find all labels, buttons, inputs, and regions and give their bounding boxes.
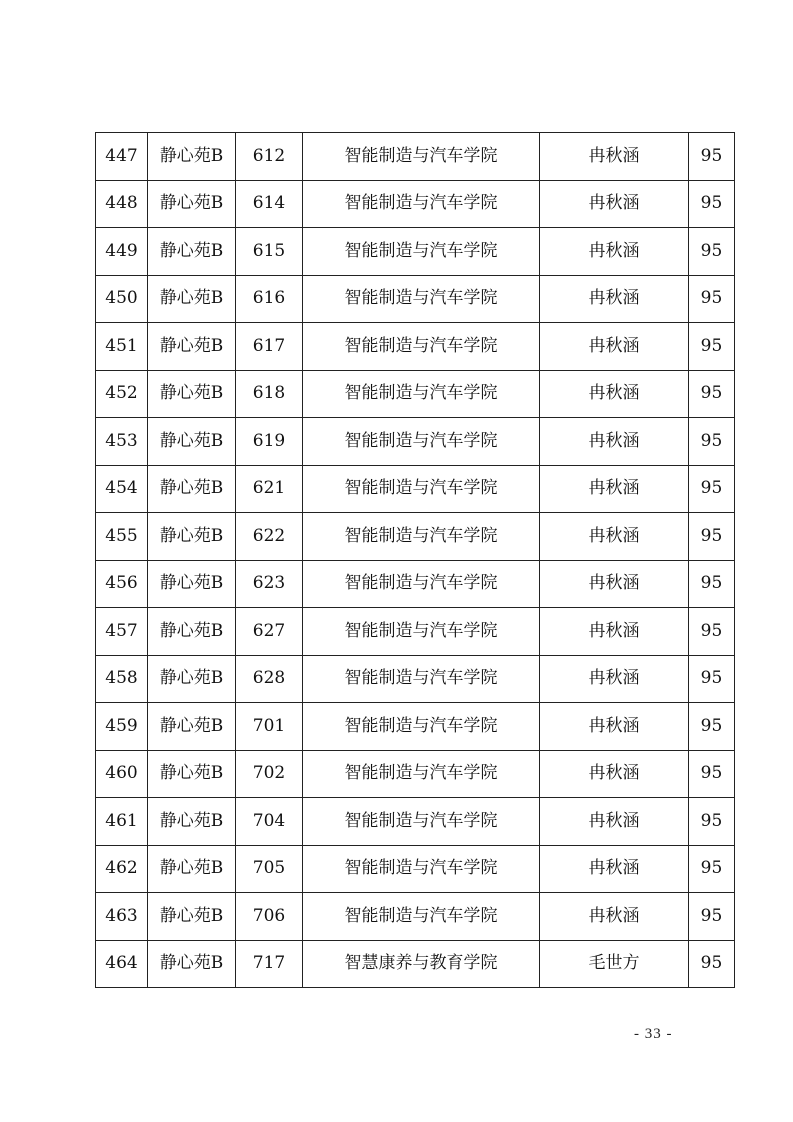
person-cell: 冉秋涵 <box>540 418 689 466</box>
college-cell: 智能制造与汽车学院 <box>303 418 540 466</box>
college-cell: 智能制造与汽车学院 <box>303 323 540 371</box>
building-cell: 静心苑B <box>148 323 236 371</box>
score-cell: 95 <box>689 465 735 513</box>
room-number-cell: 618 <box>236 370 303 418</box>
person-cell: 冉秋涵 <box>540 608 689 656</box>
person-cell: 冉秋涵 <box>540 655 689 703</box>
college-cell: 智能制造与汽车学院 <box>303 750 540 798</box>
college-cell: 智能制造与汽车学院 <box>303 275 540 323</box>
table-row <box>96 798 735 846</box>
row-number-cell: 448 <box>96 180 148 228</box>
college-cell: 智能制造与汽车学院 <box>303 703 540 751</box>
row-number-cell: 457 <box>96 608 148 656</box>
row-number-cell: 451 <box>96 323 148 371</box>
row-number-cell: 450 <box>96 275 148 323</box>
college-cell: 智能制造与汽车学院 <box>303 370 540 418</box>
row-number-cell: 452 <box>96 370 148 418</box>
room-number-cell: 612 <box>236 133 303 181</box>
room-number-cell: 701 <box>236 703 303 751</box>
row-number-cell: 461 <box>96 798 148 846</box>
college-cell: 智能制造与汽车学院 <box>303 655 540 703</box>
building-cell: 静心苑B <box>148 608 236 656</box>
building-cell: 静心苑B <box>148 133 236 181</box>
table-row <box>96 133 735 181</box>
person-cell: 冉秋涵 <box>540 798 689 846</box>
person-cell: 冉秋涵 <box>540 845 689 893</box>
building-cell: 静心苑B <box>148 845 236 893</box>
room-number-cell: 717 <box>236 940 303 988</box>
row-number-cell: 458 <box>96 655 148 703</box>
table-row <box>96 655 735 703</box>
table-row <box>96 275 735 323</box>
row-number-cell: 459 <box>96 703 148 751</box>
row-number-cell: 454 <box>96 465 148 513</box>
page-number: - 33 - <box>634 1026 673 1042</box>
score-cell: 95 <box>689 323 735 371</box>
score-cell: 95 <box>689 893 735 941</box>
college-cell: 智能制造与汽车学院 <box>303 798 540 846</box>
person-cell: 冉秋涵 <box>540 180 689 228</box>
score-cell: 95 <box>689 798 735 846</box>
room-number-cell: 614 <box>236 180 303 228</box>
table-row <box>96 893 735 941</box>
person-cell: 冉秋涵 <box>540 370 689 418</box>
building-cell: 静心苑B <box>148 560 236 608</box>
score-cell: 95 <box>689 133 735 181</box>
row-number-cell: 460 <box>96 750 148 798</box>
person-cell: 毛世方 <box>540 940 689 988</box>
college-cell: 智能制造与汽车学院 <box>303 560 540 608</box>
score-cell: 95 <box>689 513 735 561</box>
college-cell: 智慧康养与教育学院 <box>303 940 540 988</box>
table-row <box>96 845 735 893</box>
table-body <box>96 133 735 988</box>
room-number-cell: 619 <box>236 418 303 466</box>
row-number-cell: 453 <box>96 418 148 466</box>
room-number-cell: 622 <box>236 513 303 561</box>
college-cell: 智能制造与汽车学院 <box>303 845 540 893</box>
building-cell: 静心苑B <box>148 655 236 703</box>
table-row <box>96 418 735 466</box>
person-cell: 冉秋涵 <box>540 893 689 941</box>
score-cell: 95 <box>689 418 735 466</box>
row-number-cell: 447 <box>96 133 148 181</box>
room-number-cell: 705 <box>236 845 303 893</box>
building-cell: 静心苑B <box>148 798 236 846</box>
room-number-cell: 615 <box>236 228 303 276</box>
table-row <box>96 513 735 561</box>
table-row <box>96 608 735 656</box>
room-number-cell: 621 <box>236 465 303 513</box>
college-cell: 智能制造与汽车学院 <box>303 893 540 941</box>
table-row <box>96 703 735 751</box>
table-row <box>96 750 735 798</box>
person-cell: 冉秋涵 <box>540 133 689 181</box>
person-cell: 冉秋涵 <box>540 465 689 513</box>
building-cell: 静心苑B <box>148 228 236 276</box>
row-number-cell: 463 <box>96 893 148 941</box>
room-number-cell: 702 <box>236 750 303 798</box>
building-cell: 静心苑B <box>148 370 236 418</box>
room-number-cell: 623 <box>236 560 303 608</box>
room-number-cell: 706 <box>236 893 303 941</box>
building-cell: 静心苑B <box>148 418 236 466</box>
building-cell: 静心苑B <box>148 750 236 798</box>
college-cell: 智能制造与汽车学院 <box>303 608 540 656</box>
college-cell: 智能制造与汽车学院 <box>303 513 540 561</box>
row-number-cell: 464 <box>96 940 148 988</box>
score-cell: 95 <box>689 275 735 323</box>
person-cell: 冉秋涵 <box>540 513 689 561</box>
score-cell: 95 <box>689 560 735 608</box>
building-cell: 静心苑B <box>148 893 236 941</box>
person-cell: 冉秋涵 <box>540 275 689 323</box>
score-cell: 95 <box>689 228 735 276</box>
room-number-cell: 617 <box>236 323 303 371</box>
table-row <box>96 465 735 513</box>
building-cell: 静心苑B <box>148 940 236 988</box>
table-row <box>96 940 735 988</box>
room-number-cell: 628 <box>236 655 303 703</box>
building-cell: 静心苑B <box>148 703 236 751</box>
row-number-cell: 462 <box>96 845 148 893</box>
person-cell: 冉秋涵 <box>540 560 689 608</box>
person-cell: 冉秋涵 <box>540 323 689 371</box>
person-cell: 冉秋涵 <box>540 703 689 751</box>
score-cell: 95 <box>689 655 735 703</box>
college-cell: 智能制造与汽车学院 <box>303 180 540 228</box>
building-cell: 静心苑B <box>148 513 236 561</box>
table-row <box>96 228 735 276</box>
table-row <box>96 560 735 608</box>
room-number-cell: 616 <box>236 275 303 323</box>
score-cell: 95 <box>689 180 735 228</box>
table-row <box>96 370 735 418</box>
college-cell: 智能制造与汽车学院 <box>303 228 540 276</box>
score-cell: 95 <box>689 608 735 656</box>
college-cell: 智能制造与汽车学院 <box>303 133 540 181</box>
table-row <box>96 180 735 228</box>
dormitory-score-table <box>95 132 735 988</box>
table-row <box>96 323 735 371</box>
building-cell: 静心苑B <box>148 275 236 323</box>
room-number-cell: 704 <box>236 798 303 846</box>
score-cell: 95 <box>689 940 735 988</box>
row-number-cell: 455 <box>96 513 148 561</box>
row-number-cell: 456 <box>96 560 148 608</box>
person-cell: 冉秋涵 <box>540 750 689 798</box>
score-cell: 95 <box>689 750 735 798</box>
score-cell: 95 <box>689 703 735 751</box>
row-number-cell: 449 <box>96 228 148 276</box>
college-cell: 智能制造与汽车学院 <box>303 465 540 513</box>
building-cell: 静心苑B <box>148 180 236 228</box>
building-cell: 静心苑B <box>148 465 236 513</box>
person-cell: 冉秋涵 <box>540 228 689 276</box>
room-number-cell: 627 <box>236 608 303 656</box>
score-cell: 95 <box>689 845 735 893</box>
score-cell: 95 <box>689 370 735 418</box>
